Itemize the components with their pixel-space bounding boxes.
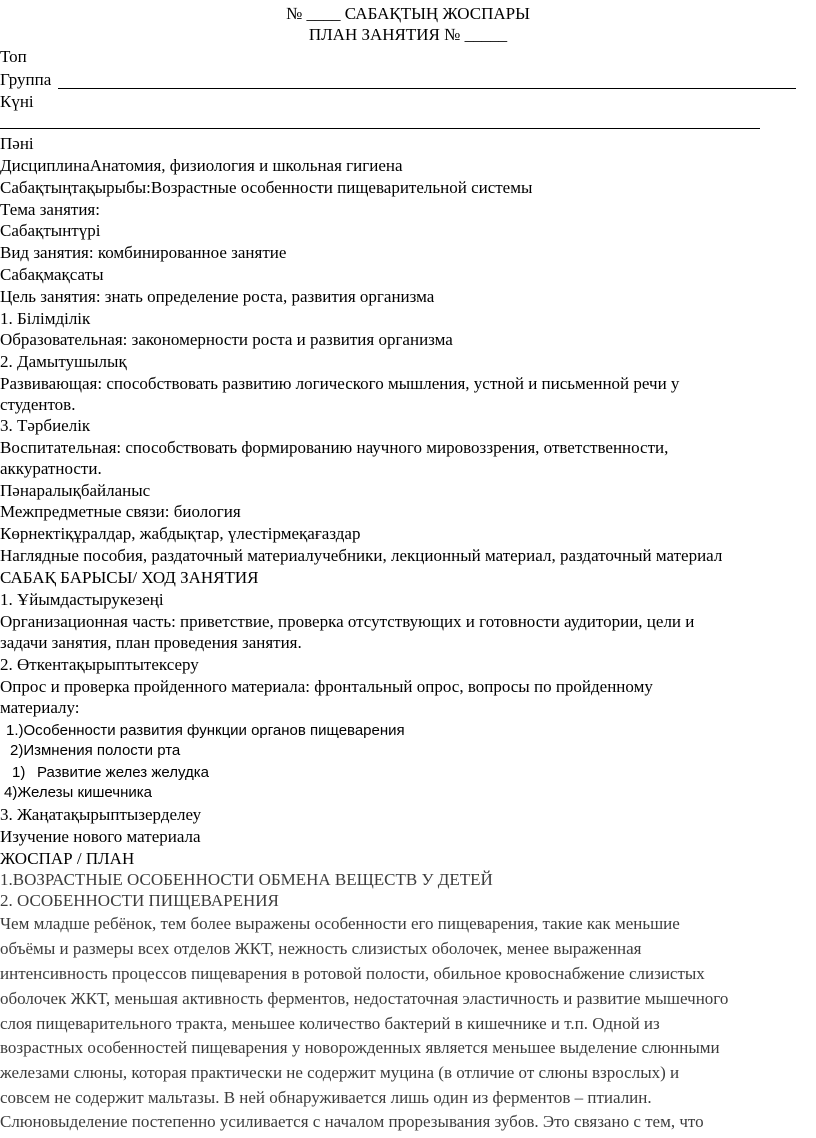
field-dev-ru-2: студентов. (0, 395, 76, 414)
field-goals-kz: Сабақмақсаты (0, 265, 104, 284)
progress-org-kz: 1. Ұйымдастырукезеңі (0, 590, 164, 609)
question-3-number: 1) (12, 764, 26, 781)
question-3-text: Развитие желез желудка (37, 764, 209, 781)
progress-new-ru: Изучение нового материала (0, 827, 201, 846)
field-dev-ru-1: Развивающая: способствовать развитию логического мышления, устной и письменной речи у (0, 374, 680, 393)
field-lesson-topic: Сабақтыңтақырыбы:Возрастные особенности пищеварительной системы (0, 178, 533, 197)
field-inter-kz: Пәнаралықбайланыс (0, 481, 151, 500)
body-line: оболочек ЖКТ, меньшая активность ферментов, недостаточная эластичность и развитие мышечного (0, 989, 729, 1008)
progress-org-ru-1: Организационная часть: приветствие, проверка отсутствующих и готовности аудитории, цели и (0, 612, 695, 631)
body-line: совсем не содержит мальтазы. В ней обнаруживается лишь один из ферментов – птиалин. (0, 1088, 652, 1107)
progress-check-ru-1: Опрос и проверка пройденного материала: фронтальный опрос, вопросы по пройденному (0, 677, 653, 696)
day-underline (0, 128, 760, 129)
title-line-2: ПЛАН ЗАНЯТИЯ № _____ (308, 25, 508, 44)
field-edu-kz: 1. Білімділік (0, 309, 91, 328)
body-line: объёмы и размеры всех отделов ЖКТ, нежность слизистых оболочек, менее выраженная (0, 939, 642, 958)
field-day: Күні (0, 92, 34, 111)
plan-item-1: 1.ВОЗРАСТНЫЕ ОСОБЕННОСТИ ОБМЕНА ВЕЩЕСТВ У ДЕТЕЙ (0, 870, 493, 889)
field-lesson-type-ru: Вид занятия: комбинированное занятие (0, 243, 287, 262)
field-discipline: ДисциплинаАнатомия, физиология и школьная гигиена (0, 156, 403, 175)
body-line: Слюновыделение постепенно усиливается с началом прорезывания зубов. Это связано с тем, что (0, 1112, 704, 1131)
question-2: 2)Измнения полости рта (10, 742, 181, 759)
field-lesson-type-kz: Сабақтынтүрі (0, 221, 101, 240)
field-upbr-ru-1: Воспитательная: способствовать формированию научного мировоззрения, ответственности, (0, 438, 669, 457)
body-line: железами слюны, которая практически не содержит муцина (в отличие от слюны взрослых) и (0, 1063, 680, 1082)
field-subject: Пәні (0, 134, 34, 153)
title-line-1: № ____ САБАҚТЫҢ ЖОСПАРЫ (286, 4, 530, 23)
progress-heading: САБАҚ БАРЫСЫ/ ХОД ЗАНЯТИЯ (0, 568, 259, 587)
body-line: интенсивность процессов пищеварения в ротовой полости, обильное кровоснабжение слизистых (0, 964, 705, 983)
body-line: слоя пищеварительного тракта, меньшее количество бактерий в кишечнике и т.п. Одной из (0, 1014, 660, 1033)
field-top: Топ (0, 47, 27, 66)
progress-new-kz: 3. Жаңатақырыптызерделеу (0, 805, 202, 824)
field-group: Группа (0, 70, 52, 89)
field-inter-ru: Межпредметные связи: биология (0, 502, 241, 521)
plan-item-2: 2. ОСОБЕННОСТИ ПИЩЕВАРЕНИЯ (0, 891, 279, 910)
progress-org-ru-2: задачи занятия, план проведения занятия. (0, 633, 302, 652)
question-4: 4)Железы кишечника (4, 784, 152, 801)
field-upbr-kz: 3. Тәрбиелік (0, 416, 91, 435)
field-topic-ru: Тема занятия: (0, 200, 100, 219)
body-line: Чем младше ребёнок, тем более выражены особенности его пищеварения, такие как меньшие (0, 914, 680, 933)
progress-check-kz: 2. Өткентақырыптытексеру (0, 655, 199, 674)
field-aids-kz: Көрнектіқұралдар, жабдықтар, үлестірмеқағаздар (0, 524, 361, 543)
field-edu-ru: Образовательная: закономерности роста и развития организма (0, 330, 453, 349)
question-1: 1.)Особенности развития функции органов пищеварения (6, 722, 405, 739)
body-line: возрастных особенностей пищеварения у новорожденных является меньшее выделение слюнными (0, 1038, 720, 1057)
field-upbr-ru-2: аккуратности. (0, 459, 102, 478)
group-underline (58, 88, 796, 89)
field-goals-ru: Цель занятия: знать определение роста, развития организма (0, 287, 435, 306)
plan-heading: ЖОСПАР / ПЛАН (0, 849, 135, 868)
field-aids-ru: Наглядные пособия, раздаточный материалучебники, лекционный материал, раздаточный материал (0, 546, 723, 565)
progress-check-ru-2: материалу: (0, 698, 80, 717)
field-dev-kz: 2. Дамытушылық (0, 352, 127, 371)
